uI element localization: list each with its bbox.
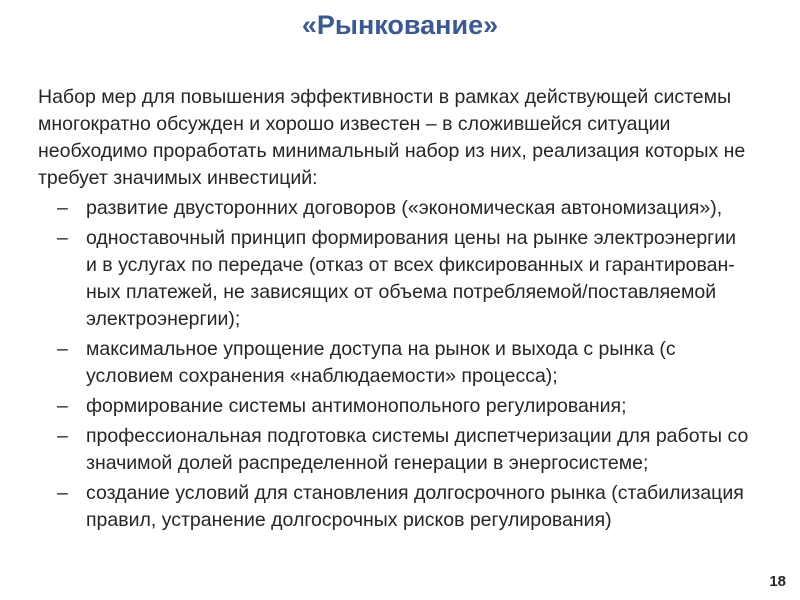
- bullet-dash: –: [57, 197, 68, 219]
- bullet-item: [38, 423, 750, 477]
- slide-body: [38, 84, 750, 534]
- bullet-text: развитие двусторонних договоров («экономическая автономизация»),: [86, 197, 723, 219]
- bullet-text: формирование системы антимонопольного регулирования;: [86, 395, 627, 417]
- bullet-item: [38, 225, 750, 333]
- bullet-item: [38, 393, 750, 420]
- bullet-dash: –: [57, 338, 68, 360]
- bullet-text: максимальное упрощение доступа на рынок и выхода с рынка (с условием сохранения «наблюдаемости» процесса);: [86, 338, 676, 387]
- bullet-item: [38, 336, 750, 390]
- page-number: 18: [769, 573, 786, 590]
- bullet-text: одноставочный принцип формирования цены на рынке электроэнергии и в услугах по передаче (отказ от всех фиксированных и гарантирован-ных платежей, не зависящих от объема потребляемой/поставляемой электроэнергии);: [86, 227, 737, 330]
- bullet-item: [38, 480, 750, 534]
- bullet-text: профессиональная подготовка системы диспетчеризации для работы со значимой долей распределенной генерации в энергосистеме;: [86, 425, 749, 474]
- bullet-text: создание условий для становления долгосрочного рынка (стабилизация правил, устранение долгосрочных рисков регулирования): [86, 482, 744, 531]
- bullet-item: [38, 195, 750, 222]
- bullet-dash: –: [57, 425, 68, 447]
- bullet-dash: –: [57, 482, 68, 504]
- bullet-list: [38, 195, 750, 534]
- intro-paragraph: Набор мер для повышения эффективности в рамках действующей системы многократно обсужден и хорошо известен – в сложившейся ситуации необходимо проработать минимальный набор из них, реализация которых не требует значимых инвестиций:: [38, 86, 746, 189]
- bullet-dash: –: [57, 395, 68, 417]
- slide-title: «Рынкование»: [301, 10, 499, 40]
- bullet-dash: –: [57, 227, 68, 249]
